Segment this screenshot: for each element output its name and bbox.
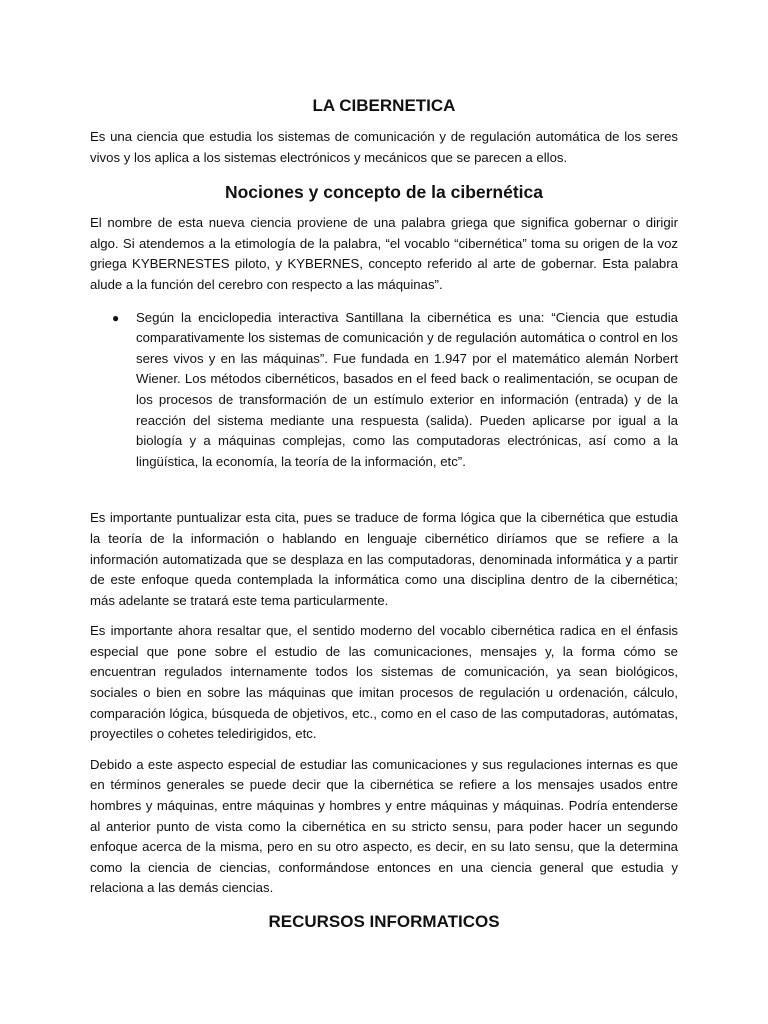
section-heading: Nociones y concepto de la cibernética <box>224 182 544 203</box>
document-title: LA CIBERNETICA <box>312 96 456 115</box>
bullet-icon: ● <box>112 310 120 325</box>
etymology-paragraph: El nombre de esta nueva ciencia proviene de una palabra griega que significa gobernar o dirigir algo. Si atendemos a la etimología de la palabra, “el vocablo “cibernética” toma su origen de la voz griega KYBERNESTES piloto, y KYBERNES, concepto referido al arte de gobernar. Esta palabra alude a la función del cerebro con respecto a las máquinas”. <box>90 215 678 292</box>
bullet-item <box>90 308 678 473</box>
communications-paragraph: Debido a este aspecto especial de estudiar las comunicaciones y sus regulaciones internas es que en términos generales se puede decir que la cibernética se refiere a los mensajes usados entre hombres y máquinas, entre máquinas y hombres y entre máquinas y máquinas. Podría entenderse al anterior punto de vista como la cibernética en su stricto sensu, para poder hacer un segundo enfoque acerca de la misma, pero en su otro aspecto, es decir, en su lato sensu, que la determina como la ciencia de ciencias, conformándose entonces en una ciencia general que estudia y relaciona a las demás ciencias. <box>90 756 678 896</box>
bottom-heading: RECURSOS INFORMATICOS <box>268 912 500 931</box>
document-body <box>90 95 678 933</box>
intro-paragraph: Es una ciencia que estudia los sistemas de comunicación y de regulación automática de los seres vivos y los aplica a los sistemas electrónicos y mecánicos que se parecen a ellos. <box>90 129 678 165</box>
citation-paragraph: Es importante puntualizar esta cita, pues se traduce de forma lógica que la cibernética que estudia la teoría de la información o hablando en lenguaje cibernético diríamos que se refiere a la información automatizada que se desplaza en las computadoras, denominada informática y a partir de este enfoque queda contemplada la informática como una disciplina dentro de la cibernética; más adelante se tratará este tema particularmente. <box>90 510 678 608</box>
bullet-text: Según la enciclopedia interactiva Santillana la cibernética es una: “Ciencia que estudia comparativamente los sistemas de comunicación y de regulación automática o control en los seres vivos y en las máquinas”. Fue fundada en 1.947 por el matemático alemán Norbert Wiener. Los métodos cibernéticos, basados en el feed back o realimentación, se ocupan de los procesos de transformación de un estímulo exterior en información (entrada) y de la reacción del sistema mediante una respuesta (salida). Pueden aplicarse por igual a la biología y a máquinas complejas, como las computadoras electrónicas, así como a la lingüística, la economía, la teoría de la información, etc”. <box>136 309 678 469</box>
modern-meaning-paragraph: Es importante ahora resaltar que, el sentido moderno del vocablo cibernética radica en el énfasis especial que pone sobre el estudio de las comunicaciones, mensajes y, la forma cómo se encuentran regulados internamente todos los sistemas de comunicación, ya sean biológicos, sociales o bien en sobre las máquinas que imitan procesos de regulación u ordenación, cálculo, comparación lógica, búsqueda de objetivos, etc., como en el caso de las computadoras, autómatas, proyectiles o cohetes teledirigidos, etc. <box>90 623 678 742</box>
